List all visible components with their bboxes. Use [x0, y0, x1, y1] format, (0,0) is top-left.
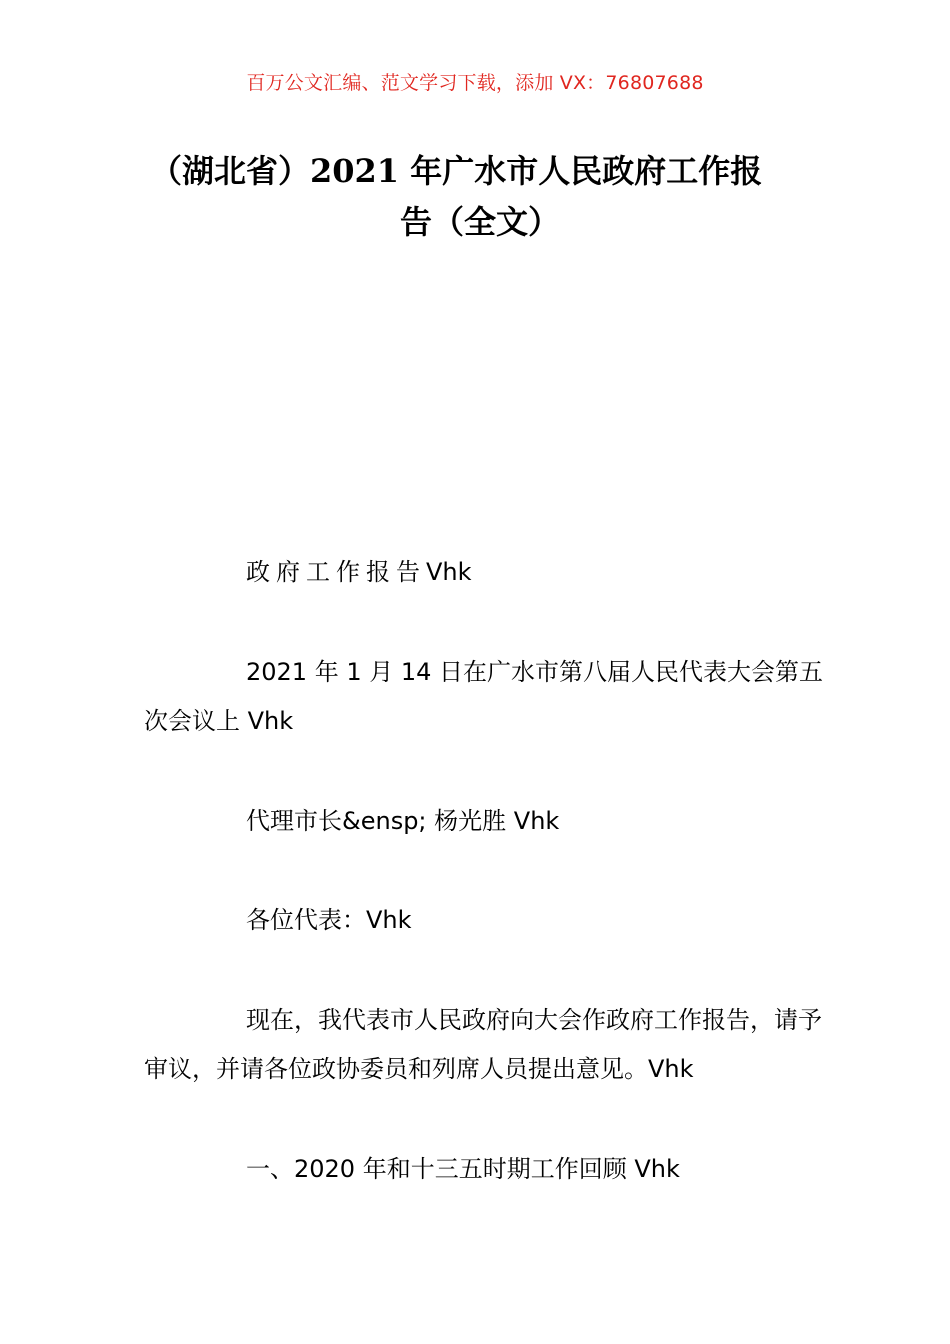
document-title — [150, 146, 810, 248]
paragraph-introduction: 现在，我代表市人民政府向大会作政府工作报告，请予审议，并请各位政协委员和列席人员提出意见。Vhk — [144, 1006, 822, 1083]
paragraph-section-heading: 一、2020 年和十三五时期工作回顾 Vhk — [246, 1155, 680, 1183]
paragraph-speaker: 代理市长&ensp; 杨光胜 Vhk — [246, 807, 560, 835]
paragraph-salutation: 各位代表：Vhk — [246, 906, 412, 934]
report-heading-suffix: Vhk — [426, 558, 472, 586]
report-heading-text: 政府工作报告 — [246, 558, 426, 586]
header-watermark-note: 百万公文汇编、范文学习下载，添加 VX：76807688 — [246, 72, 704, 94]
title-line-1: （湖北省）2021 年广水市人民政府工作报 — [150, 152, 763, 190]
paragraph-report-heading — [144, 548, 834, 597]
title-line-2: 告（全文） — [399, 203, 560, 241]
paragraph-meeting-info: 2021 年 1 月 14 日在广水市第八届人民代表大会第五次会议上 Vhk — [144, 658, 824, 735]
